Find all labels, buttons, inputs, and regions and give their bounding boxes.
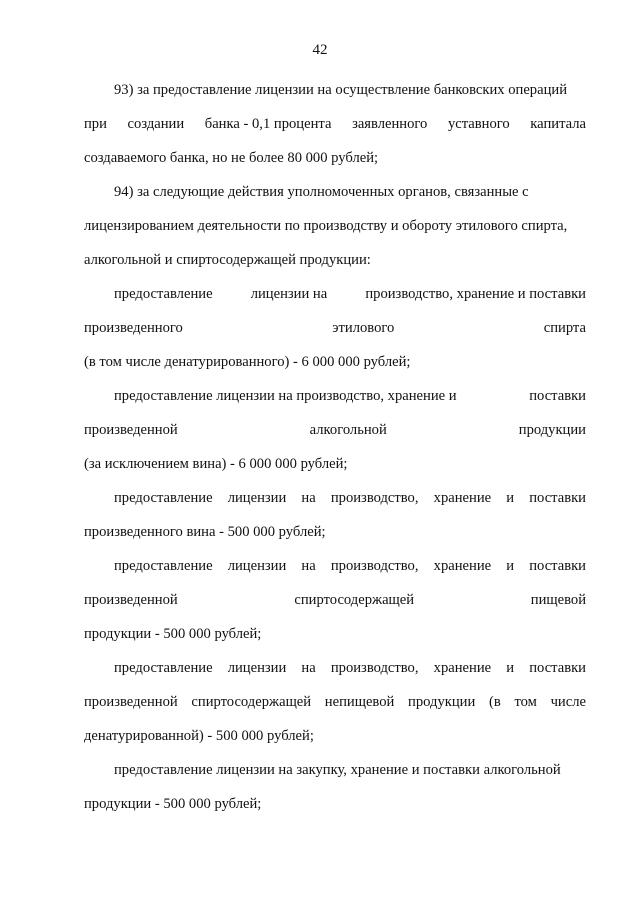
text-line: алкогольной и спиртосодержащей продукции: (84, 252, 371, 268)
word: на (301, 490, 316, 506)
word: пищевой (530, 592, 586, 608)
text-line: продукции - 500 000 рублей; (84, 626, 262, 642)
text-line: (за исключением вина) - 6 000 000 рублей; (84, 456, 348, 472)
word: продукции (408, 694, 476, 710)
list-item (84, 379, 586, 481)
word: заявленного (352, 116, 428, 132)
text-line: лицензированием деятельности по производству и обороту этилового спирта, (84, 218, 568, 234)
word: при (84, 116, 107, 132)
word: продукции (518, 422, 586, 438)
word: и (506, 558, 515, 574)
word: на (301, 660, 316, 676)
word: спиртосодержащей (294, 592, 415, 608)
text-line (84, 685, 586, 719)
word: произведенной (84, 422, 178, 438)
word: хранение (433, 660, 492, 676)
word: капитала (530, 116, 586, 132)
text-line (84, 651, 586, 685)
text-line (84, 311, 586, 345)
text-line: (в том числе денатурированного) - 6 000 000 рублей; (84, 354, 411, 370)
list-item (84, 651, 586, 753)
word: том (514, 694, 537, 710)
text-line: денатурированной) - 500 000 рублей; (84, 728, 314, 744)
document-body (84, 73, 586, 821)
word: на (301, 558, 316, 574)
word: поставки (529, 660, 586, 676)
word: алкогольной (309, 422, 387, 438)
word: спиртосодержащей (191, 694, 312, 710)
text-line (84, 583, 586, 617)
list-item (84, 481, 586, 549)
text-line (84, 549, 586, 583)
text-line: 94) за следующие действия уполномоченных органов, связанные с (114, 184, 529, 200)
word: лицензии (227, 660, 287, 676)
word: поставки (529, 558, 586, 574)
word: поставки (529, 490, 586, 506)
word: поставки (529, 388, 586, 404)
word: производство, хранение и поставки (365, 286, 586, 302)
word: производство, (330, 660, 419, 676)
word: производство, (330, 558, 419, 574)
word: создании (127, 116, 185, 132)
text-line: создаваемого банка, но не более 80 000 рублей; (84, 150, 379, 166)
list-item (84, 753, 586, 821)
word: произведенного (84, 320, 183, 336)
paragraph-94 (84, 175, 586, 277)
text-line: 93) за предоставление лицензии на осуществление банковских операций (114, 82, 567, 98)
word: произведенной (84, 694, 178, 710)
paragraph-93 (84, 73, 586, 175)
text-line (84, 413, 586, 447)
word: предоставление (114, 660, 213, 676)
text-line (84, 277, 586, 311)
list-item (84, 277, 586, 379)
word: (в (488, 694, 501, 710)
word: хранение (433, 558, 492, 574)
word: банка - 0,1 процента (204, 116, 332, 132)
text-line (84, 107, 586, 141)
word: лицензии (227, 490, 287, 506)
word: предоставление лицензии на производство, хранение и (114, 388, 457, 404)
word: спирта (543, 320, 586, 336)
word: числе (550, 694, 586, 710)
list-item (84, 549, 586, 651)
word: непищевой (324, 694, 395, 710)
word: лицензии (227, 558, 287, 574)
word: производство, (330, 490, 419, 506)
word: и (506, 490, 515, 506)
word: произведенной (84, 592, 178, 608)
page-number: 42 (312, 42, 328, 58)
text-line: предоставление лицензии на закупку, хранение и поставки алкогольной (114, 762, 561, 778)
text-line: продукции - 500 000 рублей; (84, 796, 262, 812)
word: уставного (447, 116, 510, 132)
word: и (506, 660, 515, 676)
word: хранение (433, 490, 492, 506)
word: предоставление (114, 286, 213, 302)
word: предоставление (114, 558, 213, 574)
text-line (84, 481, 586, 515)
word: предоставление (114, 490, 213, 506)
word: лицензии на (250, 286, 328, 302)
word: этилового (332, 320, 395, 336)
text-line (84, 379, 586, 413)
text-line: произведенного вина - 500 000 рублей; (84, 524, 326, 540)
